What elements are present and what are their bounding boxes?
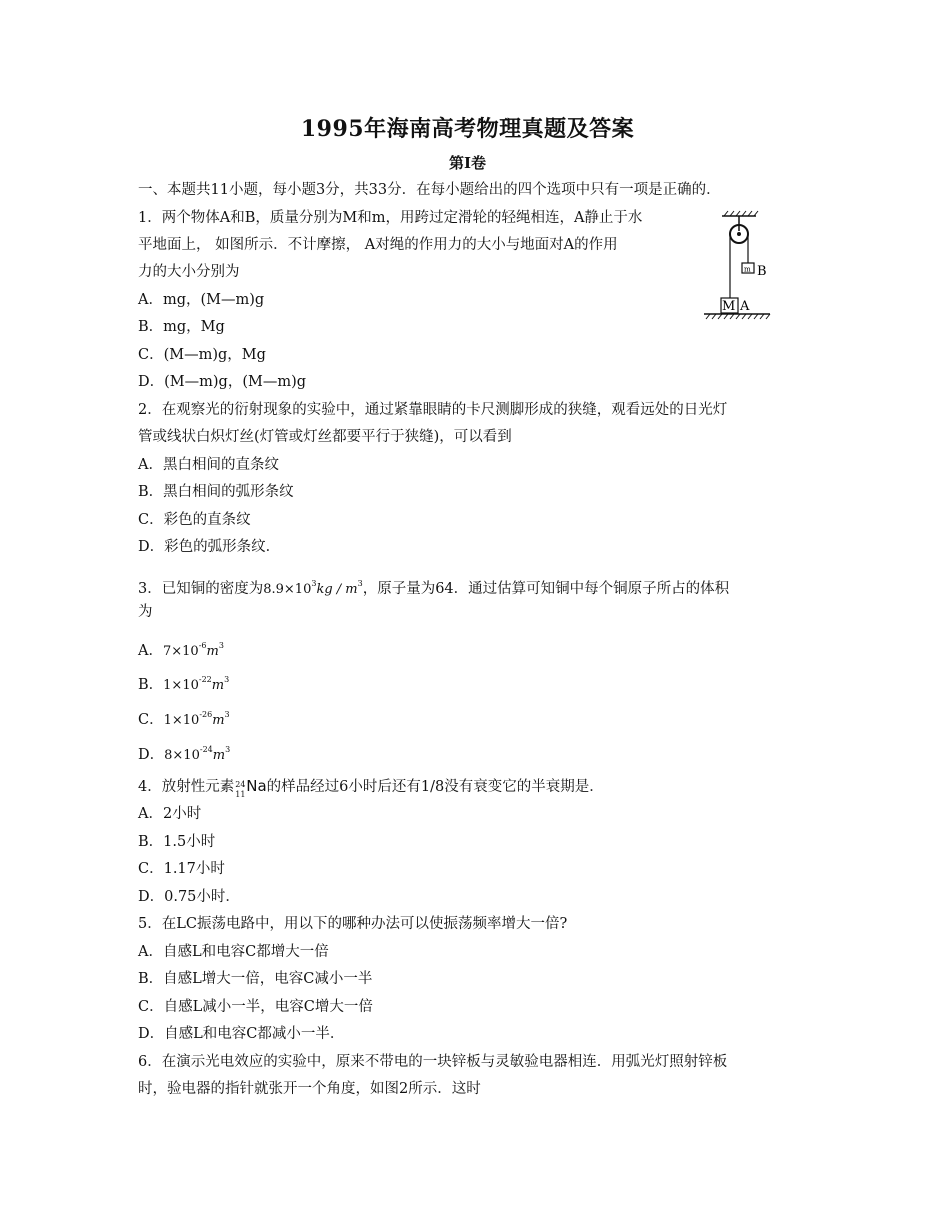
q1-option-c: C．(M—m)g，Mg: [138, 347, 266, 363]
q3-option-a: A．$7\times 10^{-6}m^3$: [138, 641, 224, 659]
q2-line-1: 2．在观察光的衍射现象的实验中，通过紧靠眼睛的卡尺测脚形成的狭缝，观看远处的日光灯: [138, 402, 728, 418]
q1-line-2: 平地面上， 如图所示．不计摩擦， A对绳的作用力的大小与地面对A的作用: [138, 237, 618, 253]
q3-prefix: 3．已知铜的密度为: [138, 581, 264, 597]
q6-line-2: 时，验电器的指针就张开一个角度，如图2所示．这时: [138, 1081, 481, 1097]
block-a-label: A: [740, 299, 750, 314]
q4-option-c: C．1.17小时: [138, 861, 225, 877]
pulley-diagram: [700, 210, 780, 325]
q1-option-b: B．mg，Mg: [138, 319, 225, 335]
q2-option-a: A．黑白相间的直条纹: [138, 457, 279, 473]
q4-option-a: A．2小时: [138, 806, 202, 822]
q3-suffix: ，原子量为64．通过估算可知铜中每个铜原子所占的体积: [362, 581, 730, 597]
q5-option-b: B．自感L增大一倍，电容C减小一半: [138, 971, 373, 987]
q3-option-d: D．$8\times 10^{-24}m^3$: [138, 745, 231, 763]
q3-option-c: C．$1\times 10^{-26}m^3$: [138, 710, 230, 728]
block-a-mass-label: M: [722, 299, 736, 314]
q2-option-c: C．彩色的直条纹: [138, 512, 251, 528]
q5-line-1: 5．在LC振荡电路中，用以下的哪种办法可以使振荡频率增大一倍?: [138, 916, 568, 932]
q4-option-b: B．1.5小时: [138, 834, 216, 850]
q4-option-d: D．0.75小时．: [138, 889, 240, 905]
q6-line-1: 6．在演示光电效应的实验中，原来不带电的一块锌板与灵敏验电器相连．用弧光灯照射锌板: [138, 1054, 728, 1070]
q1-option-d: D．(M—m)g，(M—m)g: [138, 374, 307, 390]
q1-option-a: A．mg，(M—m)g: [138, 292, 265, 308]
q3-option-b: B．$1\times 10^{-22}m^3$: [138, 675, 230, 693]
q3-option-d-formula: $8\times 10^{-24}m^3$: [164, 745, 231, 763]
q5-option-a: A．自感L和电容C都增大一倍: [138, 944, 329, 960]
q4-isotope-notation: 24 11: [235, 780, 246, 799]
q2-option-d: D．彩色的弧形条纹．: [138, 539, 281, 555]
page-title: 1995年海南高考物理真题及答案: [300, 116, 635, 142]
q1-line-1: 1．两个物体A和B，质量分别为M和m，用跨过定滑轮的轻绳相连，A静止于水: [138, 210, 643, 226]
q2-line-2: 管或线状白炽灯丝(灯管或灯丝都要平行于狭缝)，可以看到: [138, 429, 512, 445]
q1-line-3: 力的大小分别为: [138, 264, 240, 280]
q3-line-2: 为: [138, 604, 153, 620]
q5-option-c: C．自感L减小一半，电容C增大一倍: [138, 999, 373, 1015]
q3-option-c-formula: $1\times 10^{-26}m^3$: [163, 710, 230, 728]
section-intro: 一、本题共11小题，每小题3分，共33分．在每小题给出的四个选项中只有一项是正确的．: [138, 182, 721, 198]
q3-line-1: [138, 574, 729, 600]
q4-suffix: 的样品经过6小时后还有1/8没有衰变它的半衰期是．: [266, 779, 604, 795]
block-b-mass-label: m: [744, 265, 751, 274]
q2-option-b: B．黑白相间的弧形条纹: [138, 484, 294, 500]
q4-line-1: [138, 776, 604, 797]
q4-element-symbol: Na: [246, 777, 267, 795]
block-b-label: B: [757, 264, 767, 279]
q3-option-a-formula: $7\times 10^{-6}m^3$: [162, 641, 224, 659]
q5-option-d: D．自感L和电容C都减小一半．: [138, 1026, 345, 1042]
section-heading: 第Ⅰ卷: [448, 154, 487, 172]
q4-prefix: 4．放射性元素: [138, 779, 235, 795]
q3-option-b-formula: $1\times 10^{-22}m^3$: [163, 675, 230, 693]
q3-density-formula: $8.9\times 10^3kg / m^3$: [263, 579, 363, 597]
